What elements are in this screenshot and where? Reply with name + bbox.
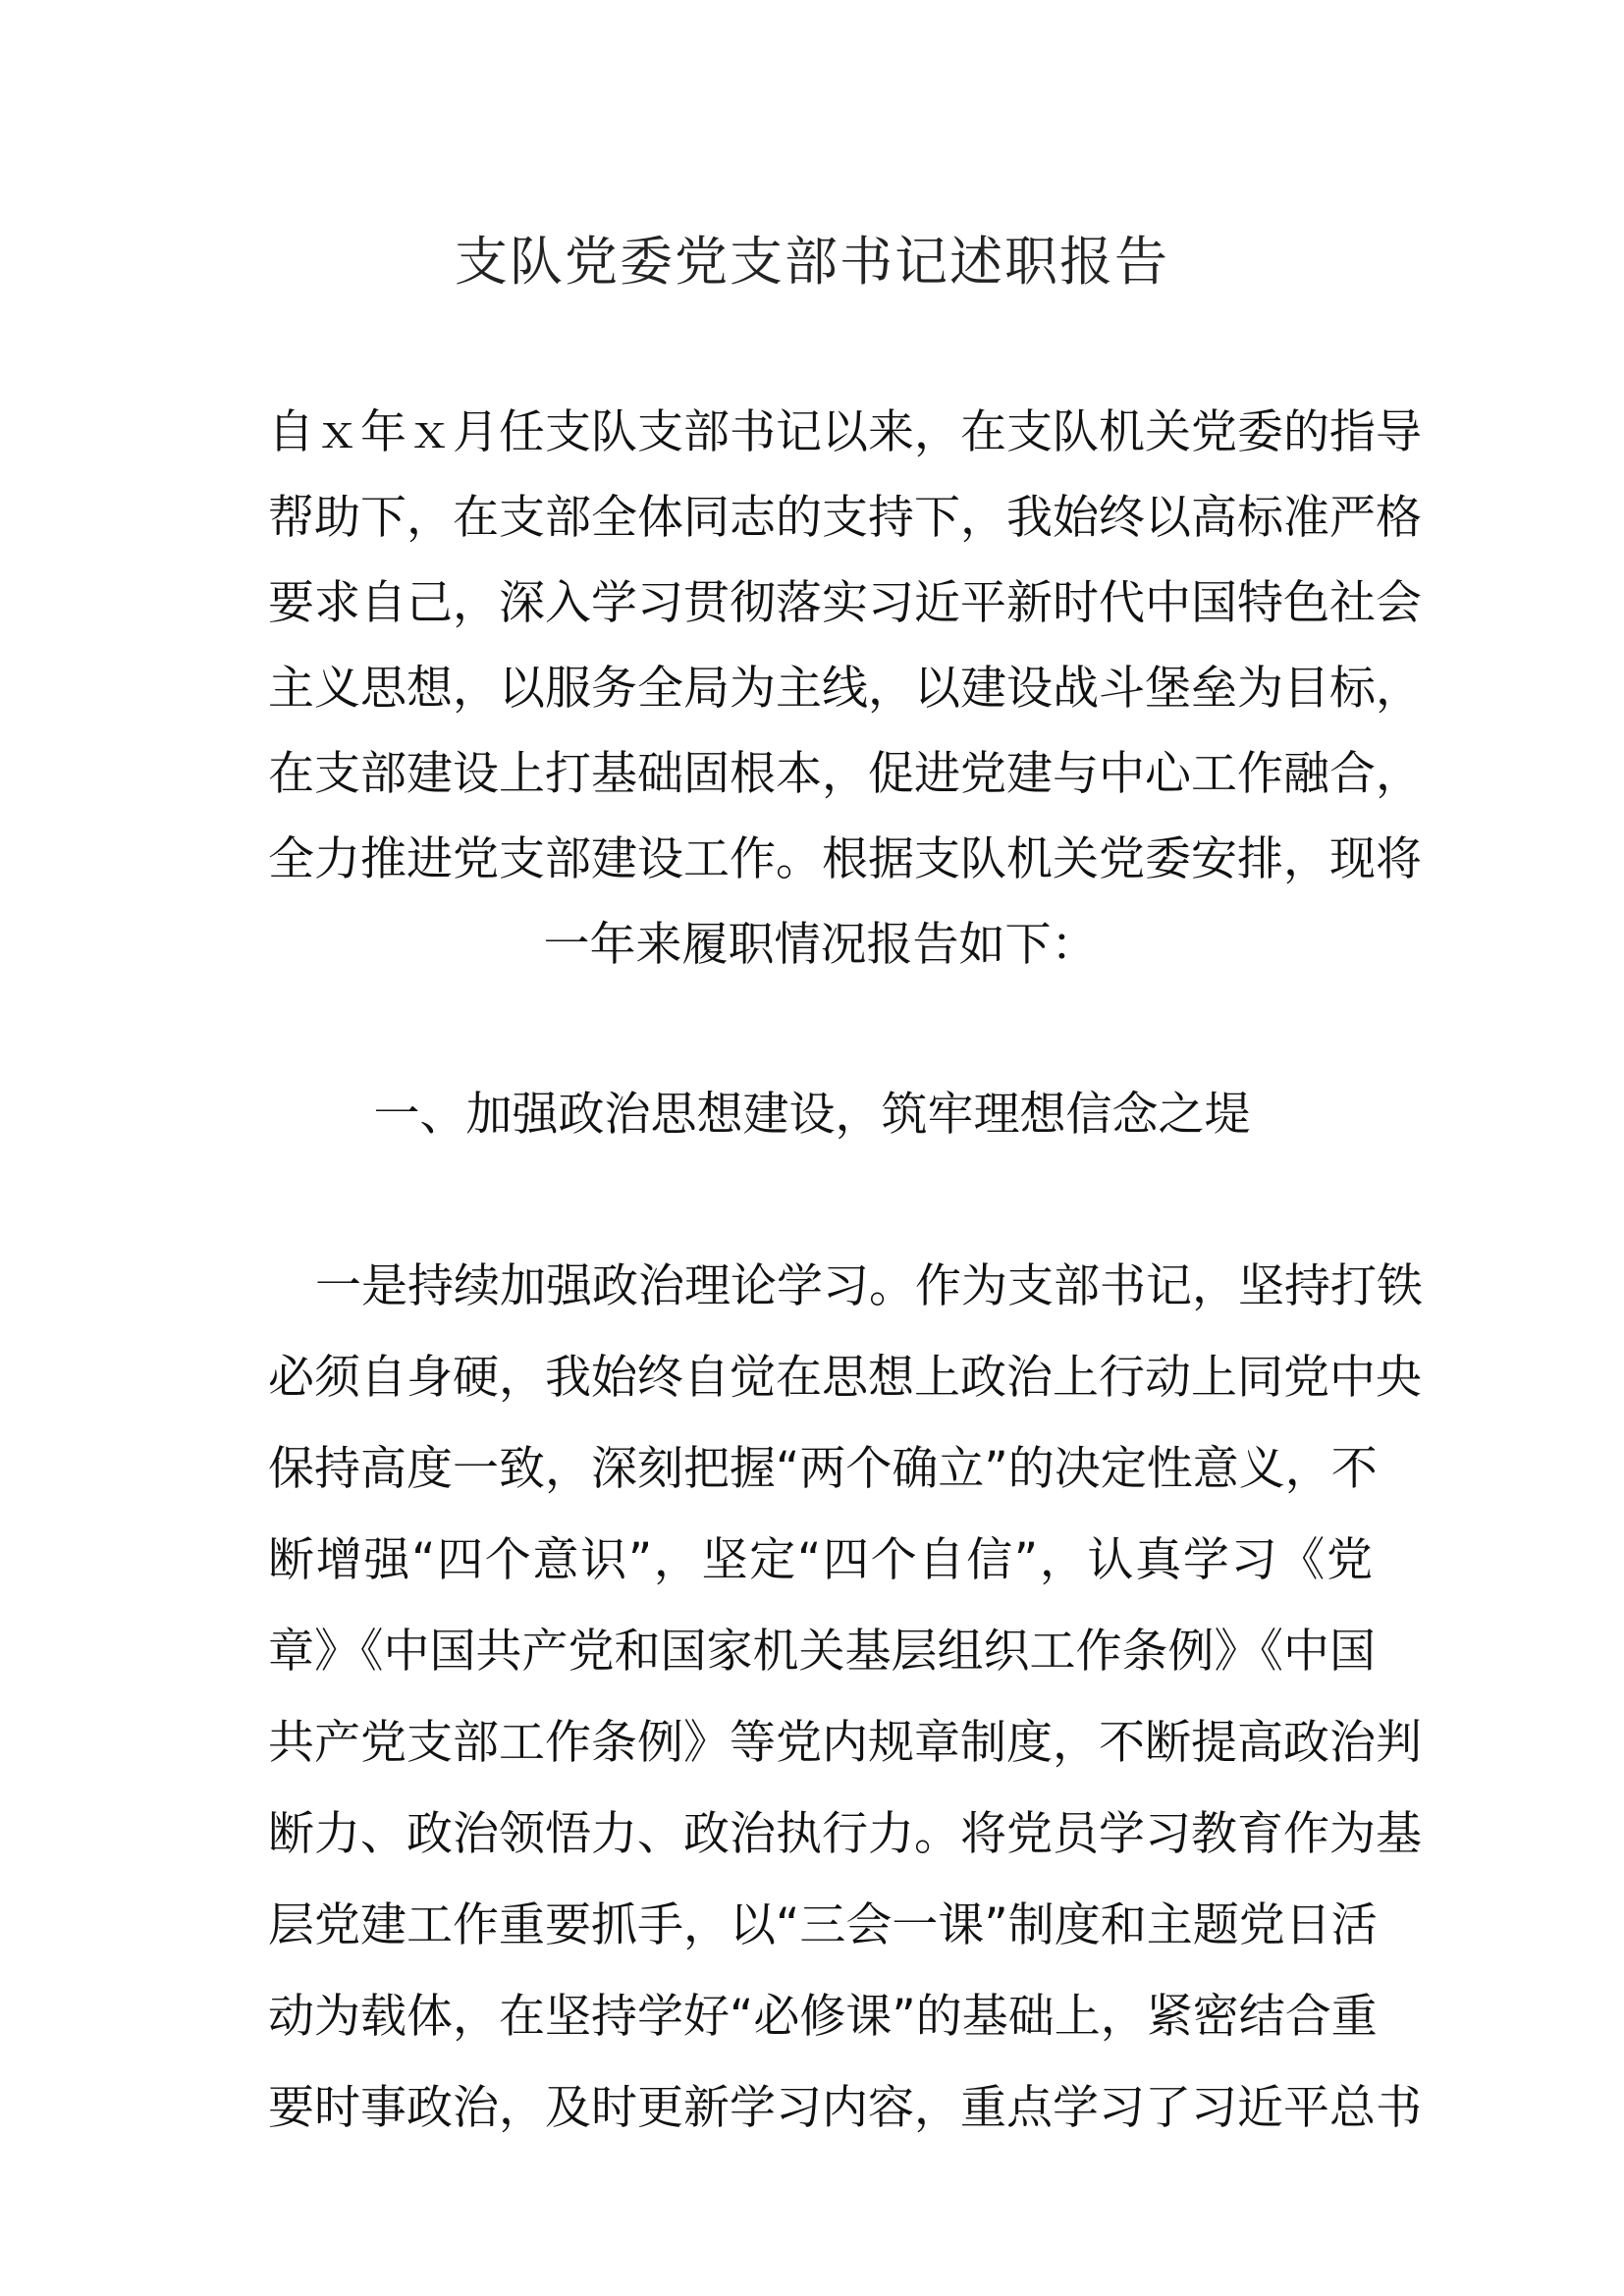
text-line: 共产党支部工作条例》等党内规章制度，不断提高政治判 [268,1716,1422,1770]
section-heading: 一、加强政治思想建设，筑牢理想信念之堤 [373,1088,1251,1142]
text-line: 断增强“四个意识”，坚定“四个自信”，认真学习《党 [268,1533,1373,1587]
text-line: 章》《中国共产党和国家机关基层组织工作条例》《中国 [268,1625,1376,1679]
text-line: 层党建工作重要抓手，以“三会一课”制度和主题党日活 [268,1898,1378,1952]
text-line: 主义思想，以服务全局为主线，以建设战斗堡垒为目标， [268,662,1422,716]
text-line: 动为载体，在坚持学好“必修课”的基础上，紧密结合重 [268,1990,1378,2044]
text-line: 自ｘ年ｘ月任支队支部书记以来，在支队机关党委的指导 [268,405,1422,459]
intro-paragraph [268,390,1422,988]
text-line: 要时事政治，及时更新学习内容，重点学习了习近平总书 [268,2081,1422,2135]
text-line: 全力推进党支部建设工作。根据支队机关党委安排，现将 [268,832,1422,886]
document-title: 支队党委党支部书记述职报告 [455,231,1169,293]
text-line: 帮助下，在支部全体同志的支持下，我始终以高标准严格 [268,491,1422,545]
text-line: 一年来履职情况报告如下： [543,918,1098,972]
text-line: 在支部建设上打基础固根本，促进党建与中心工作融合， [268,747,1422,801]
text-line: 必须自身硬，我始终自觉在思想上政治上行动上同党中央 [268,1351,1422,1405]
body-paragraph [268,1241,1423,2154]
text-line: 保持高度一致，深刻把握“两个确立”的决定性意义，不 [268,1442,1378,1496]
text-line: 断力、政治领悟力、政治执行力。将党员学习教育作为基 [268,1807,1422,1861]
text-line: 要求自己，深入学习贯彻落实习近平新时代中国特色社会 [268,576,1422,630]
text-line: 一是持续加强政治理论学习。作为支部书记，坚持打铁 [315,1259,1423,1313]
